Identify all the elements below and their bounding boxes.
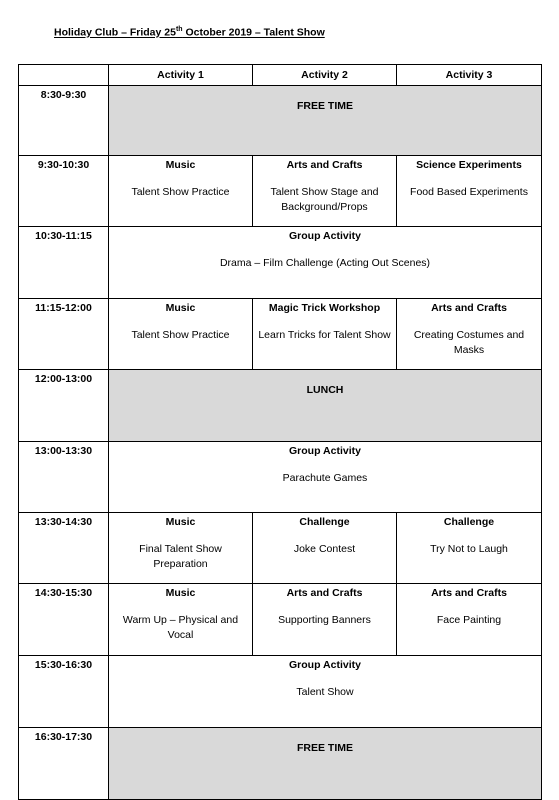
table-row: [19, 442, 542, 513]
time-slot: 15:30-16:30: [19, 656, 109, 728]
time-slot: 14:30-15:30: [19, 584, 109, 656]
activity-title: Challenge: [299, 516, 350, 528]
activity-title: Arts and Crafts: [286, 587, 363, 599]
column-header: Activity 1: [109, 65, 253, 86]
break-cell: [109, 370, 542, 442]
activity-cell: [253, 513, 397, 584]
activity-title: Music: [165, 302, 196, 314]
activity-cell: [397, 584, 542, 656]
time-slot: 9:30-10:30: [19, 156, 109, 227]
break-label: LUNCH: [306, 384, 344, 396]
table-row: [19, 513, 542, 584]
time-slot: 10:30-11:15: [19, 227, 109, 299]
table-row: [19, 370, 542, 442]
header-row: [19, 65, 542, 86]
break-label: FREE TIME: [296, 100, 353, 112]
activity-description: Talent Show Stage and Background/Props: [270, 186, 379, 213]
activity-description: Joke Contest: [293, 543, 356, 555]
activity-description: Drama – Film Challenge (Acting Out Scenes): [219, 257, 431, 269]
activity-title: Magic Trick Workshop: [268, 302, 381, 314]
activity-description: Creating Costumes and Masks: [413, 329, 525, 356]
activity-cell: [397, 299, 542, 370]
corner-cell: [19, 65, 109, 86]
activity-cell: [253, 299, 397, 370]
activity-description: Food Based Experiments: [410, 186, 528, 198]
time-slot: 13:30-14:30: [19, 513, 109, 584]
break-cell: [109, 728, 542, 800]
column-header: Activity 2: [253, 65, 397, 86]
schedule-table: [18, 64, 542, 800]
activity-cell: [253, 584, 397, 656]
break-label: FREE TIME: [296, 742, 353, 754]
activity-cell: [397, 156, 542, 227]
time-slot: 12:00-13:00: [19, 370, 109, 442]
activity-description: Learn Tricks for Talent Show: [258, 329, 391, 341]
column-header: Activity 3: [397, 65, 542, 86]
activity-cell: [109, 299, 253, 370]
activity-description: Final Talent Show Preparation: [139, 543, 222, 570]
group-activity-cell: [109, 227, 542, 299]
table-row: [19, 86, 542, 156]
table-row: [19, 299, 542, 370]
activity-title: Arts and Crafts: [431, 302, 507, 314]
activity-description: Supporting Banners: [278, 614, 371, 626]
activity-title: Group Activity: [289, 445, 361, 457]
activity-description: Parachute Games: [282, 472, 368, 484]
activity-title: Science Experiments: [416, 159, 522, 171]
activity-title: Music: [165, 587, 196, 599]
activity-description: Try Not to Laugh: [430, 543, 508, 555]
activity-title: Arts and Crafts: [286, 159, 363, 171]
group-activity-cell: [109, 442, 542, 513]
activity-description: Talent Show Practice: [131, 329, 230, 341]
activity-title: Music: [165, 159, 196, 171]
break-cell: [109, 86, 542, 156]
time-slot: 13:00-13:30: [19, 442, 109, 513]
schedule-body: [19, 86, 542, 800]
activity-description: Talent Show Practice: [131, 186, 230, 198]
table-row: [19, 156, 542, 227]
table-row: [19, 584, 542, 656]
activity-description: Talent Show: [296, 686, 354, 698]
activity-cell: [253, 156, 397, 227]
table-row: [19, 227, 542, 299]
activity-description: Face Painting: [436, 614, 502, 626]
group-activity-cell: [109, 656, 542, 728]
time-slot: 16:30-17:30: [19, 728, 109, 800]
activity-cell: [109, 513, 253, 584]
page-title: Holiday Club – Friday 25th October 2019 – Talent Show: [54, 26, 325, 39]
time-slot: 8:30-9:30: [19, 86, 109, 156]
activity-description: Warm Up – Physical and Vocal: [122, 614, 239, 641]
table-row: [19, 656, 542, 728]
activity-cell: [109, 156, 253, 227]
activity-title: Music: [165, 516, 196, 528]
activity-title: Arts and Crafts: [431, 587, 507, 599]
time-slot: 11:15-12:00: [19, 299, 109, 370]
activity-title: Group Activity: [289, 230, 361, 242]
activity-cell: [109, 584, 253, 656]
table-row: [19, 728, 542, 800]
activity-cell: [397, 513, 542, 584]
activity-title: Challenge: [443, 516, 495, 528]
activity-title: Group Activity: [289, 659, 361, 671]
